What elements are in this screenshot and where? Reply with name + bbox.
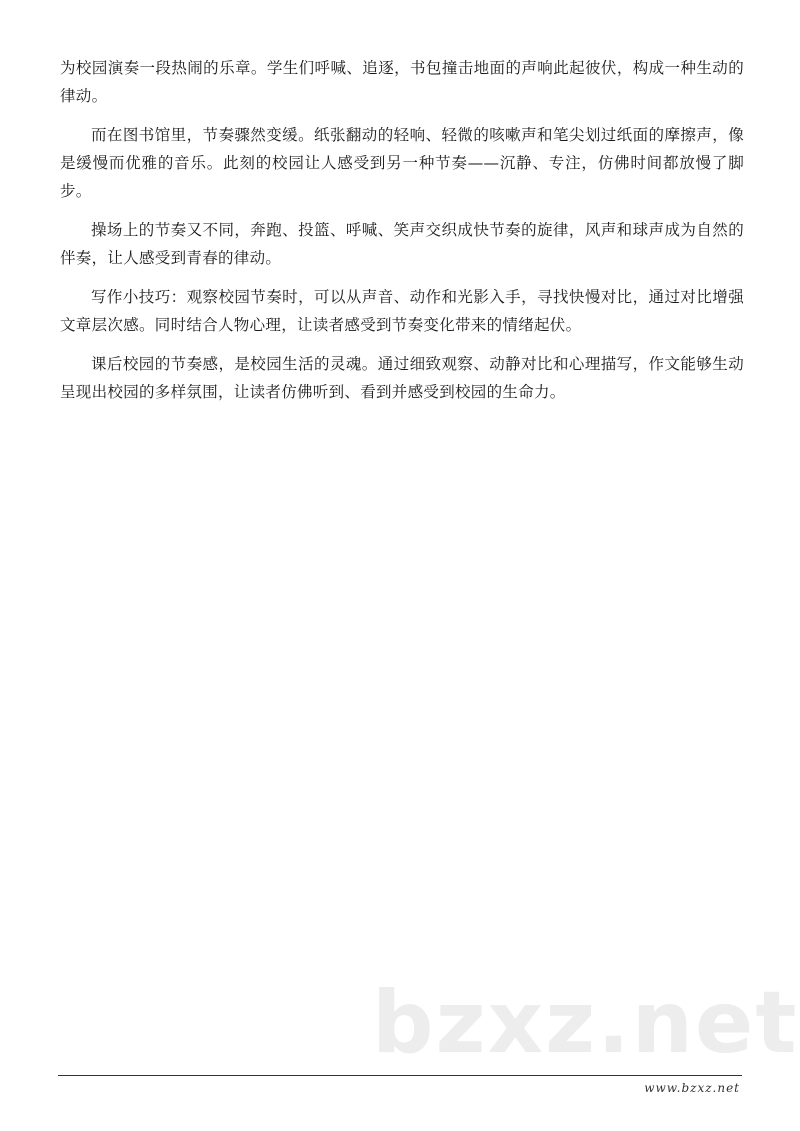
footer-url: www.bzxz.net xyxy=(644,1081,740,1095)
paragraph-library: 而在图书馆里，节奏骤然变缓。纸张翻动的轻响、轻微的咳嗽声和笔尖划过纸面的摩擦声，像是缓慢而优雅的音乐。此刻的校园让人感受到另一种节奏——沉静、专注，仿佛时间都放慢了脚步。 xyxy=(60,126,744,200)
paragraph-playground: 操场上的节奏又不同，奔跑、投篮、呼喊、笑声交织成快节奏的旋律，风声和球声成为自然的伴奏，让人感受到青春的律动。 xyxy=(60,221,744,267)
paragraph-writing-tip: 写作小技巧：观察校园节奏时，可以从声音、动作和光影入手，寻找快慢对比，通过对比增强文章层次感。同时结合人物心理，让读者感受到节奏变化带来的情绪起伏。 xyxy=(60,288,744,334)
footer-divider xyxy=(58,1075,742,1076)
watermark-logo: bzxz.net xyxy=(372,973,799,1073)
document-body xyxy=(60,54,744,417)
paragraph-continuation: 为校园演奏一段热闹的乐章。学生们呼喊、追逐，书包撞击地面的声响此起彼伏，构成一种生动的律动。 xyxy=(60,59,744,105)
paragraph-conclusion: 课后校园的节奏感，是校园生活的灵魂。通过细致观察、动静对比和心理描写，作文能够生动呈现出校园的多样氛围，让读者仿佛听到、看到并感受到校园的生命力。 xyxy=(60,355,744,401)
